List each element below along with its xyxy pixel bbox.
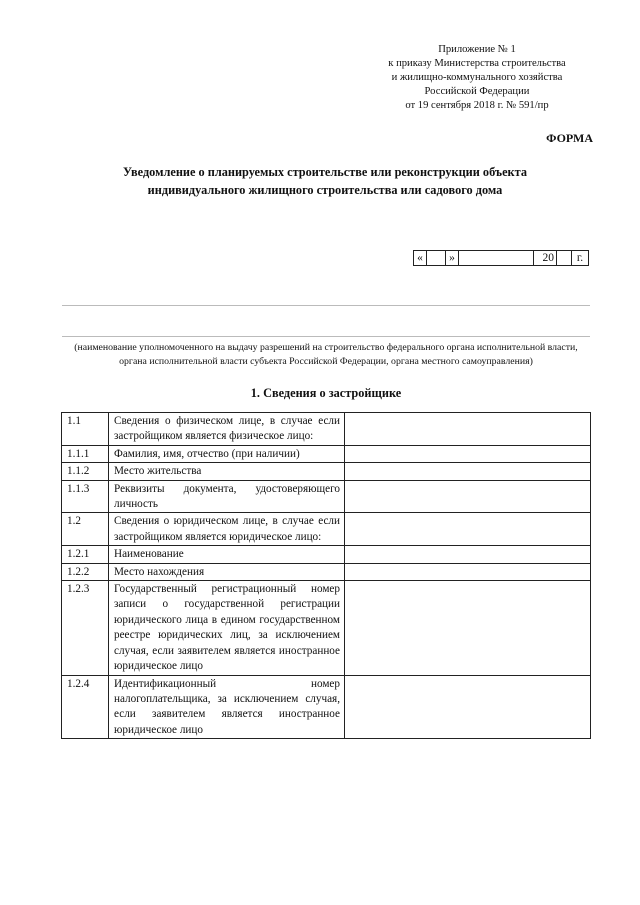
authority-line-1 [62,305,590,306]
row-value-cell [345,480,591,513]
row-number: 1.2 [62,513,109,546]
row-description: Место жительства [109,463,345,480]
row-description: Государственный регистрационный номер записи о государственной регистрации юридического лица в едином государственном реестре юридических лиц, за исключением случая, если заявителем является иностранное юридическое лицо [109,581,345,675]
row-description: Фамилия, имя, отчество (при наличии) [109,445,345,462]
table-row [62,563,591,580]
row-description: Место нахождения [109,563,345,580]
table-row [62,480,591,513]
appendix-line: Приложение № 1 [438,44,516,55]
row-value-cell [345,546,591,563]
document-title [60,163,590,199]
table-row [62,445,591,462]
table-row [62,463,591,480]
date-day-cell [427,251,446,266]
row-value-cell [345,513,591,546]
table-row [62,513,591,546]
form-label: ФОРМА [546,131,593,145]
row-description: Сведения о физическом лице, в случае если застройщиком является физическое лицо: [109,413,345,446]
row-description: Идентификационный номер налогоплательщика, за исключением случая, если заявителем является иностранное юридическое лицо [109,675,345,739]
row-number: 1.1 [62,413,109,446]
appendix-line: от 19 сентября 2018 г. № 591/пр [405,100,549,111]
row-number: 1.1.3 [62,480,109,513]
date-year-cell [557,251,572,266]
row-number: 1.1.1 [62,445,109,462]
date-year-prefix: 20 [534,251,557,266]
row-description: Сведения о юридическом лице, в случае если застройщиком является юридическое лицо: [109,513,345,546]
table-row [62,546,591,563]
section-title: 1. Сведения о застройщике [250,386,402,400]
title-line: индивидуального жилищного строительства или садового дома [147,183,503,197]
row-number: 1.2.1 [62,546,109,563]
appendix-line: Российской Федерации [424,86,530,97]
date-close-quote: » [446,251,459,266]
row-value-cell [345,563,591,580]
appendix-line: и жилищно-коммунального хозяйства [391,72,563,83]
row-value-cell [345,463,591,480]
appendix-note [362,43,592,113]
date-year-suffix: г. [572,251,589,266]
row-number: 1.2.2 [62,563,109,580]
date-month-cell [459,251,534,266]
row-number: 1.2.3 [62,581,109,675]
date-field [413,250,589,266]
row-number: 1.1.2 [62,463,109,480]
row-number: 1.2.4 [62,675,109,739]
row-description: Наименование [109,546,345,563]
table-row [62,581,591,675]
table-row [62,675,591,739]
authority-caption: (наименование уполномоченного на выдачу разрешений на строительство федерального органа исполнительной власти, органа исполнительной власти субъекта Российской Федерации, органа местного самоуправления) [74,342,578,367]
row-value-cell [345,675,591,739]
table-row [62,413,591,446]
applicant-info-table [61,412,591,739]
row-value-cell [345,413,591,446]
date-open-quote: « [414,251,427,266]
authority-line-2 [62,336,590,337]
row-value-cell [345,445,591,462]
appendix-line: к приказу Министерства строительства [388,58,566,69]
row-description: Реквизиты документа, удостоверяющего личность [109,480,345,513]
row-value-cell [345,581,591,675]
title-line: Уведомление о планируемых строительстве или реконструкции объекта [123,165,527,179]
